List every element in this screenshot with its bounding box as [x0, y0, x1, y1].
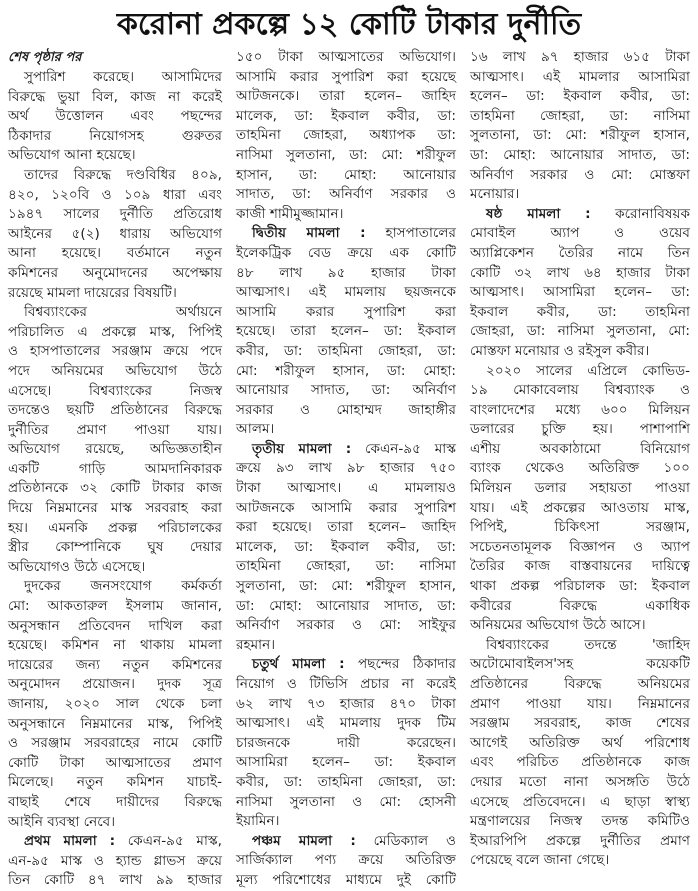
text-line: বাংলাদেশের মধ্যে ৬০০ মিলিয়ন	[470, 401, 690, 418]
headline: করোনা প্রকল্পে ১২ কোটি টাকার দুর্নীতি	[116, 7, 582, 42]
text-line: ৪২০, ১২০বি ও ১০৯ ধারা এবং	[8, 186, 222, 203]
text-line: অনিয়মের অভিযোগ উঠে আসে।	[470, 617, 646, 634]
text-line: করা হয়েছে। তারা হলেন– জাহিদ	[236, 519, 456, 536]
text-line	[236, 832, 456, 852]
text-line: মো: আকতারুল ইসলাম জানান,	[8, 598, 222, 615]
text-line: মোবাইল অ্যাপ ও ওয়েব	[470, 225, 690, 242]
case-paragraph	[236, 655, 456, 831]
text-line: মূল্য পরিশোধের মাধ্যমে দুই কোটি	[236, 871, 456, 888]
text-line: প্রতিষ্ঠানকে ৩২ কোটি টাকার কাজ	[8, 480, 222, 497]
text-line: দেয়ার মতো নানা অসঙ্গতি উঠে	[470, 773, 690, 790]
text-line: আসামিরা হলেন– ডা: ইকবাল	[236, 754, 456, 771]
text-line: এবং পরিচিত প্রতিষ্ঠানকে কাজ	[470, 754, 690, 771]
text-line: হলেন– ডা: ইকবাল কবীর, ডা:	[470, 88, 690, 105]
case-heading: পঞ্চম মামলা :	[252, 832, 356, 849]
text-line: আনোয়ার সাদাত, ডা: অনির্বাণ	[236, 382, 456, 399]
text-line: অনুসন্ধানে নিম্নমানের মাস্ক, পিপিই	[8, 715, 222, 732]
text-line: ২০২০ সালের এপ্রিলে কোভিড-	[486, 362, 690, 379]
paragraph	[236, 48, 456, 224]
text-line: তাদের বিরুদ্ধে দণ্ডবিধির ৪০৯,	[24, 166, 222, 183]
paragraph	[470, 48, 690, 205]
text-line: ডা: মোহা: আনোয়ার সাদাত, ডা:	[236, 597, 456, 614]
text-line: থাকা প্রকল্প পরিচালক ডা: ইকবাল	[470, 578, 690, 595]
text-line: ১৬ লাখ ৯৭ হাজার ৬১৫ টাকা	[470, 49, 690, 65]
text-line	[236, 440, 456, 460]
text-line: হয়েছে। কমিশন না থাকায় মামলা	[8, 637, 222, 654]
text-line: মো: শরীফুল হাসান, ডা: মোহা:	[236, 362, 456, 379]
text-line: কোটি টাকা আত্মসাতের প্রমাণ	[8, 754, 222, 771]
text-line: আত্মসাৎ। এই মামলায় ছয়জনকে	[236, 284, 456, 301]
text-line: দুদকের জনসংযোগ কর্মকর্তা	[24, 578, 222, 595]
text-line: জোহরা, ডা: নাসিমা সুলতানা, মো:	[470, 323, 690, 340]
text-line: কাজী শামীমুজ্জামান।	[236, 205, 344, 222]
text-line: দুর্নীতির প্রমাণ পাওয়া যায়।	[8, 421, 222, 438]
text-line: ৬২ লাখ ৭৩ হাজার ৪৭০ টাকা	[236, 695, 456, 712]
case-heading: চতুর্থ মামলা :	[252, 656, 345, 673]
text-line: রহমান।	[236, 636, 276, 653]
text-line: ঠিকাদার নিয়োগসহ গুরুতর	[8, 127, 222, 144]
text-line: আত্মসাৎ। এই মামলার আসামিরা	[470, 68, 690, 85]
paragraph	[8, 303, 222, 577]
text-line: মালেক, ডা: ইকবাল কবীর, ডা:	[236, 107, 456, 124]
text-line: দায়েরের জন্য নতুন কমিশনের	[8, 656, 222, 673]
text-line: ব্যাংক থেকেও অতিরিক্ত ১০০	[470, 460, 690, 477]
text-line: ১৯৪৭ সালের দুর্নীতি প্রতিরোধ	[8, 206, 222, 223]
case-paragraph	[8, 832, 222, 891]
text-line: এশীয় অবকাঠামো বিনিয়োগ	[470, 440, 690, 457]
text-line: সুলতানা, ডা: মো: শরীফুল হাসান,	[470, 127, 690, 144]
text-line: ইকবাল কবীর, ডা: তাহমিনা	[470, 303, 690, 320]
text-line: অনুসন্ধান প্রতিবেদন দাখিল করা	[8, 617, 222, 634]
text-line: পদে অনিয়মের অভিযোগ উঠে	[8, 362, 222, 379]
text-line: নাসিমা সুলতানা ও মো: হোসনী	[236, 793, 456, 810]
text-line: আনা হয়েছে। বর্তমানে নতুন	[8, 245, 222, 262]
text-line: এসেছে। বিশ্বব্যাংকের নিজস্ব	[8, 382, 222, 399]
text-line: ও হাসপাতালের সরঞ্জাম ক্রয়ে পদে	[8, 343, 222, 360]
text-run: করোনাবিষয়ক	[590, 205, 690, 222]
text-line: ক্রয়ে ৯৩ লাখ ৯৮ হাজার ৭৫০	[236, 460, 456, 477]
text-line: ইয়ামিন।	[236, 813, 280, 830]
text-line: হয়েছে। তারা হলেন– ডা: ইকবাল	[236, 323, 456, 340]
text-line: ডা: মোহা: আনোয়ার সাদাত, ডা:	[470, 146, 690, 163]
text-line: কমিশনের অনুমোদনের অপেক্ষায়	[8, 264, 222, 281]
text-line: মিলেছে। নতুন কমিশন যাচাই-	[8, 774, 222, 791]
text-line: বিশ্বব্যাংকের অর্থায়নে	[24, 304, 222, 321]
case-heading: দ্বিতীয় মামলা :	[252, 225, 366, 242]
text-line: জানায়, ২০২০ সাল থেকে চলা	[8, 696, 222, 712]
text-line	[470, 205, 690, 225]
text-line: কবীর, ডা: তাহমিনা জোহরা, ডা:	[236, 342, 456, 359]
text-line	[236, 224, 456, 244]
text-run: পছন্দের ঠিকাদার	[344, 656, 456, 673]
text-line	[236, 655, 456, 675]
continued-from-label: শেষ পৃষ্ঠার পর	[8, 50, 82, 65]
text-line: এন-৯৫ মাস্ক ও হ্যান্ড গ্লাভস ক্রয়ে	[8, 852, 222, 869]
text-line: নিয়োগ ও টিভিসি প্রচার না করেই	[236, 676, 456, 692]
text-line: চারজনকে দায়ী করেছেন।	[236, 734, 456, 751]
text-line: অভিযোগ আনা হয়েছে।	[8, 147, 136, 164]
text-line: সরঞ্জাম সরবরাহ, কাজ শেষের	[470, 715, 690, 732]
text-line: টাকা আত্মসাৎ। এ মামলায়ও	[236, 480, 456, 497]
article-column-1	[8, 48, 222, 891]
text-line: দিয়ে নিম্নমানের মাস্ক সরবরাহ করা	[8, 500, 222, 517]
text-line: আসামি করার সুপারিশ করা হয়েছে	[236, 68, 456, 85]
case-heading: প্রথম মামলা :	[24, 833, 116, 850]
text-line: তাহমিনা জোহরা, অধ্যাপক ডা:	[236, 127, 456, 144]
text-line: আইনের ৫(২) ধারায় অভিযোগ	[8, 225, 222, 242]
text-line: নাসিমা সুলতানা, ডা: মো: শরীফুল	[236, 146, 456, 163]
case-heading: তৃতীয় মামলা :	[252, 440, 352, 457]
text-line: ১৯ মোকাবেলায় বিশ্বব্যাংক ও	[470, 382, 690, 399]
case-heading: ষষ্ঠ মামলা :	[486, 205, 591, 222]
text-line: সুলতানা, ডা: মো: শরীফুল হাসান,	[236, 578, 456, 595]
text-line: ১৫০ টাকা আত্মসাতের অভিযোগ।	[236, 49, 456, 65]
text-run: কেএন-৯৫ মাস্ক	[351, 440, 457, 457]
text-line: অনির্বাণ সরকার ও মো: সাইফুর	[236, 617, 456, 634]
text-line: আত্মসাৎ। আসামিরা হলেন– ডা:	[470, 284, 690, 301]
text-line: সার্জিক্যাল পণ্য ক্রয়ে অতিরিক্ত	[236, 852, 456, 869]
text-line: মন্ত্রণালয়ের নিজস্ব তদন্ত কমিটিও	[470, 813, 690, 830]
text-line: অর্থ উত্তোলন এবং পছন্দের	[8, 108, 222, 125]
text-line: অভিযোগ রয়েছে, অভিজ্ঞতাহীন	[8, 441, 222, 458]
text-line: কোটি ৩২ লাখ ৬৪ হাজার টাকা	[470, 264, 690, 281]
text-line: প্রতিষ্ঠানের বিরুদ্ধে অনিয়মের	[470, 676, 690, 692]
text-line: সুপারিশ করেছে। আসামিদের	[24, 69, 222, 85]
text-line: আইনি ব্যবস্থা নেবে।	[8, 813, 116, 830]
text-line: ডলারের চুক্তি হয়। পাশাপাশি	[470, 421, 690, 438]
text-line: পিপিই, চিকিৎসা সরঞ্জাম,	[470, 519, 690, 536]
paragraph	[8, 166, 222, 303]
article-column-2	[236, 48, 456, 891]
text-line: বিশ্বব্যাংকের তদন্তে 'জাহিদ	[486, 636, 690, 653]
text-line: তাহমিনা জোহরা, ডা: নাসিমা	[470, 107, 690, 124]
case-paragraph	[236, 832, 456, 891]
text-line: ৪৮ লাখ ৯৫ হাজার টাকা	[236, 264, 456, 281]
text-line: আটজনকে। তারা হলেন– জাহিদ	[236, 88, 456, 105]
text-line: মনোয়ার।	[470, 186, 520, 203]
text-run: হাসপাতালের	[365, 225, 456, 242]
case-paragraph	[470, 205, 690, 362]
text-line: আত্মসাৎ। এই মামলায় দুদক টিম	[236, 715, 456, 732]
text-line: আটজনকে আসামি করার সুপারিশ	[236, 499, 456, 516]
text-line	[8, 832, 222, 852]
text-line: তিন কোটি ৪৭ লাখ ৯৯ হাজার	[8, 872, 222, 889]
text-line: কবীর, ডা: তাহমিনা জোহরা, ডা:	[236, 773, 456, 790]
paragraph	[8, 577, 222, 832]
paragraph	[8, 68, 222, 166]
text-line: মোস্তফা মনোয়ার ও রইসুল কবীর।	[470, 342, 650, 359]
text-line: স্ত্রীর কোম্পানিকে ঘুষ দেয়ার	[8, 539, 222, 556]
text-line: তদন্তেও ছয়টি প্রতিষ্ঠানের বিরুদ্ধে	[8, 402, 222, 419]
case-paragraph	[236, 440, 456, 656]
text-line: বিরুদ্ধে ভুয়া বিল, কাজ না করেই	[8, 88, 222, 105]
text-run: মেডিক্যাল ও	[355, 832, 456, 849]
text-line: সাদাত, ডা: অনির্বাণ সরকার ও	[236, 186, 456, 203]
text-line: মিলিয়ন ডলার সহায়তা পাওয়া	[470, 480, 690, 497]
text-line: আগেই অতিরিক্ত অর্থ পরিশোধ	[470, 734, 690, 751]
text-line: একটি গাড়ি আমদানিকারক	[8, 460, 222, 477]
text-line: অটোমোবাইলস'সহ কয়েকটি	[470, 656, 690, 673]
text-line: হয়। এমনকি প্রকল্প পরিচালকের	[8, 519, 222, 536]
text-line: ও সরঞ্জাম সরবরাহের নামে কোটি	[8, 735, 222, 752]
text-line: কবীরের বিরুদ্ধে একাধিক	[470, 597, 690, 614]
text-line: আলম।	[236, 421, 275, 438]
text-line: প্রমাণ পাওয়া যায়। নিম্নমানের	[470, 695, 690, 712]
text-line: বাছাই শেষে দায়ীদের বিরুদ্ধে	[8, 793, 222, 810]
text-line: রয়েছে মামলা দায়েরের বিষয়টি।	[8, 284, 177, 301]
text-line: যায়। এই প্রকল্পের আওতায় মাস্ক,	[470, 499, 690, 516]
text-line: অনির্বাণ সরকার ও মো: মোস্তফা	[470, 166, 690, 183]
article-column-3	[470, 48, 690, 871]
text-line: হাসান, ডা: মোহা: আনোয়ার	[236, 166, 456, 183]
text-line: অ্যাপ্লিকেশন তৈরির নামে তিন	[470, 244, 690, 261]
case-paragraph	[236, 224, 456, 440]
text-line: সরকার ও মোহাম্মদ জাহাঙ্গীর	[236, 401, 456, 418]
text-line: মালেক, ডা: ইকবাল কবীর, ডা:	[236, 538, 456, 555]
text-run: কেএন-৯৫ মাস্ক,	[115, 833, 223, 850]
paragraph	[470, 362, 690, 636]
text-line: এসেছে প্রতিবেদনে। এ ছাড়া স্বাস্থ্য	[470, 793, 690, 810]
text-line: পেয়েছে বলে জানা গেছে।	[470, 852, 610, 869]
text-line: তাহমিনা জোহরা, ডা: নাসিমা	[236, 558, 456, 575]
paragraph	[470, 636, 690, 871]
text-line: তৈরির কাজ বাস্তবায়নের দায়িত্বে	[470, 558, 690, 575]
text-line: আসামি করার সুপারিশ করা	[236, 303, 456, 320]
text-line: অভিযোগও উঠে এসেছে।	[8, 558, 146, 575]
text-line: পরিচালিত এ প্রকল্পে মাস্ক, পিপিই	[8, 323, 222, 340]
text-line: ইলেকট্রিক বেড ক্রয়ে এক কোটি	[236, 244, 456, 261]
text-line: অনুমোদন প্রয়োজন। দুদক সূত্র	[8, 676, 222, 693]
text-line: ইআরপিপি প্রকল্পে দুর্নীতির প্রমাণ	[470, 832, 690, 849]
text-line: সচেতনতামূলক বিজ্ঞাপন ও অ্যাপ	[470, 538, 690, 555]
